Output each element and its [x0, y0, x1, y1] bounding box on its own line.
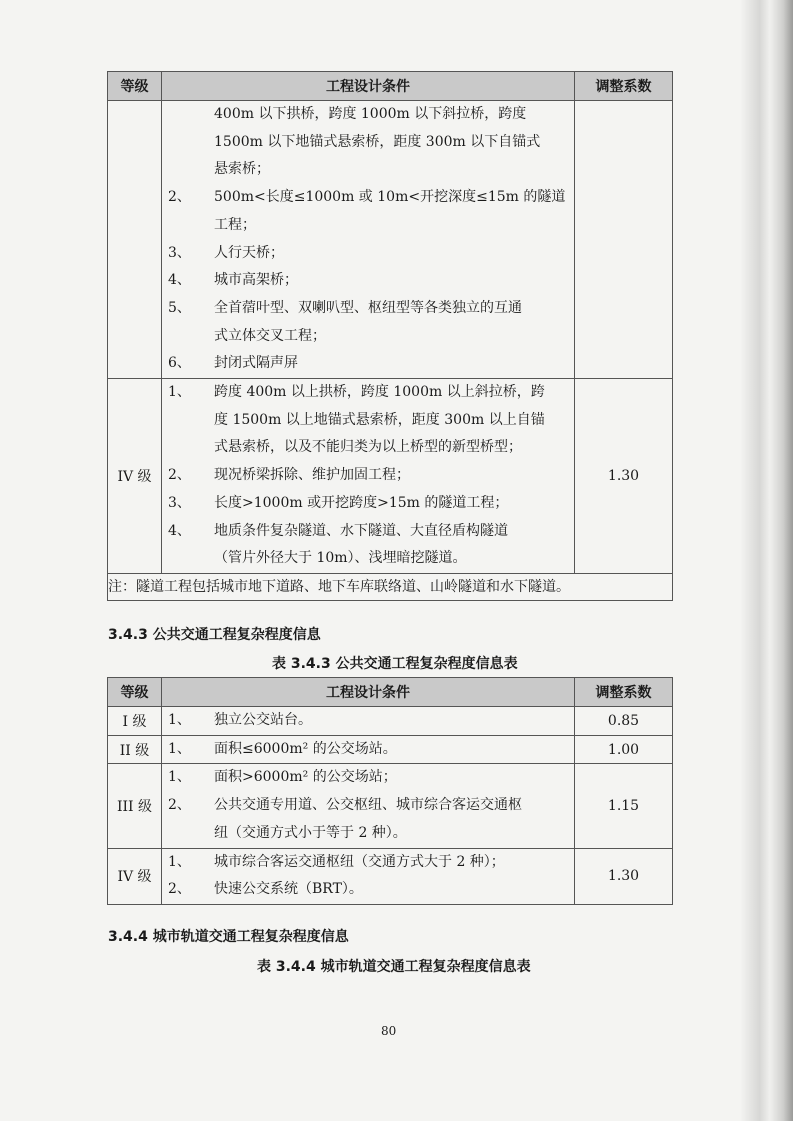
coefficient-cell: 1.15: [575, 764, 673, 848]
item-number: 2、: [168, 881, 191, 898]
table-title-344: 表 3.4.4 城市轨道交通工程复杂程度信息表: [257, 959, 531, 975]
table-note: 注：隧道工程包括城市地下道路、地下车库联络道、山岭隧道和水下隧道。: [108, 573, 673, 600]
condition-text: 公共交通专用道、公交枢纽、城市综合客运交通枢: [214, 797, 522, 814]
condition-text: 全首蓿叶型、双喇叭型、枢纽型等各类独立的互通: [214, 299, 522, 316]
header-coefficient: 调整系数: [575, 72, 673, 101]
grade-cell: II 级: [108, 735, 162, 764]
item-number: 1、: [168, 712, 191, 728]
condition-line: [162, 876, 574, 904]
condition-text: 500m<长度≤1000m 或 10m<开挖深度≤15m 的隧道: [214, 189, 566, 206]
coefficient-cell: 0.85: [575, 707, 673, 736]
item-number: 2、: [168, 797, 191, 814]
condition-line: [162, 267, 574, 295]
condition-line: [162, 707, 574, 735]
grade-cell: I 级: [108, 707, 162, 736]
coefficient-cell: [575, 101, 673, 379]
item-number: 1、: [168, 853, 191, 870]
item-number: [162, 820, 214, 848]
book-spine-edge: [760, 0, 793, 1121]
condition-text: 纽（交通方式小于等于 2 种）。: [214, 824, 407, 841]
coefficient-cell: 1.30: [575, 379, 673, 574]
header-condition: 工程设计条件: [162, 72, 575, 101]
condition-line: [162, 184, 574, 212]
condition-line: [162, 736, 574, 764]
condition-cell: [162, 848, 575, 904]
public-transport-complexity-table: [107, 677, 673, 905]
table-note-row: [108, 573, 673, 600]
condition-line: [162, 764, 574, 792]
coefficient-cell: 1.30: [575, 848, 673, 904]
condition-cell: [162, 707, 575, 736]
condition-text: 1500m 以下地锚式悬索桥，距度 300m 以下自锚式: [214, 133, 541, 150]
condition-line: [162, 462, 574, 490]
condition-text: 度 1500m 以上地锚式悬索桥，距度 300m 以上自锚: [214, 411, 545, 428]
grade-cell: IV 级: [108, 379, 162, 574]
condition-text: 城市高架桥；: [214, 272, 298, 289]
item-number: 2、: [168, 467, 191, 484]
header-grade: 等级: [108, 72, 162, 101]
item-number: 1、: [168, 740, 191, 757]
condition-line: [162, 849, 574, 877]
table-row: [108, 379, 673, 574]
table-row: [108, 101, 673, 379]
item-number: 3、: [168, 244, 191, 261]
table-row: [108, 735, 673, 764]
item-number: [162, 407, 214, 435]
header-condition: 工程设计条件: [162, 678, 575, 707]
condition-text: 面积≤6000m² 的公交场站。: [214, 740, 397, 757]
condition-line: [162, 101, 574, 129]
condition-line: [162, 407, 574, 435]
condition-text: 式立体交叉工程；: [214, 327, 326, 344]
item-number: 4、: [168, 522, 191, 539]
condition-text: 地质条件复杂隧道、水下隧道、大直径盾构隧道: [214, 522, 508, 539]
condition-text: 独立公交站台。: [214, 712, 312, 728]
condition-text: （管片外径大于 10m）、浅埋暗挖隧道。: [214, 550, 467, 567]
condition-text: 现况桥梁拆除、维护加固工程；: [214, 467, 410, 484]
condition-text: 人行天桥；: [214, 244, 284, 261]
condition-text: 式悬索桥，以及不能归类为以上桥型的新型桥型；: [214, 439, 522, 456]
condition-text: 工程；: [214, 216, 256, 233]
condition-line: [162, 212, 574, 240]
condition-line: [162, 156, 574, 184]
condition-cell: [162, 101, 575, 379]
table-header-row: [108, 678, 673, 707]
condition-text: 城市综合客运交通枢纽（交通方式大于 2 种）；: [214, 853, 505, 870]
item-number: [162, 129, 214, 157]
item-number: 3、: [168, 494, 191, 511]
item-number: [162, 156, 214, 184]
page-number: 80: [381, 1024, 397, 1038]
header-coefficient: 调整系数: [575, 678, 673, 707]
page-gutter-shadow: [740, 0, 760, 1121]
grade-cell: IV 级: [108, 848, 162, 904]
table-title-343: 表 3.4.3 公共交通工程复杂程度信息表: [272, 656, 518, 672]
condition-text: 面积>6000m² 的公交场站；: [214, 769, 397, 786]
table-row: [108, 764, 673, 848]
condition-line: [162, 323, 574, 351]
header-grade: 等级: [108, 678, 162, 707]
condition-line: [162, 434, 574, 462]
grade-cell: [108, 101, 162, 379]
condition-text: 快速公交系统（BRT）。: [214, 881, 363, 898]
condition-line: [162, 518, 574, 546]
item-number: 4、: [168, 272, 191, 289]
item-number: 1、: [168, 384, 191, 401]
condition-text: 长度>1000m 或开挖跨度>15m 的隧道工程；: [214, 494, 509, 511]
condition-cell: [162, 379, 575, 574]
condition-line: [162, 350, 574, 378]
condition-line: [162, 792, 574, 820]
condition-text: 跨度 400m 以上拱桥，跨度 1000m 以上斜拉桥，跨: [214, 384, 545, 401]
table-row: [108, 848, 673, 904]
condition-line: [162, 240, 574, 268]
item-number: [162, 101, 214, 129]
coefficient-cell: 1.00: [575, 735, 673, 764]
condition-line: [162, 820, 574, 848]
item-number: [162, 323, 214, 351]
condition-text: 封闭式隔声屏: [214, 355, 298, 372]
item-number: [162, 434, 214, 462]
item-number: 1、: [168, 769, 191, 786]
road-bridge-complexity-table: [107, 71, 673, 601]
section-heading-344: 3.4.4 城市轨道交通工程复杂程度信息: [108, 929, 349, 945]
condition-line: [162, 295, 574, 323]
condition-cell: [162, 735, 575, 764]
item-number: [162, 545, 214, 573]
item-number: 6、: [168, 355, 191, 372]
condition-line: [162, 379, 574, 407]
condition-cell: [162, 764, 575, 848]
condition-line: [162, 129, 574, 157]
condition-text: 400m 以下拱桥，跨度 1000m 以下斜拉桥，跨度: [214, 106, 527, 122]
condition-text: 悬索桥；: [214, 161, 270, 178]
section-heading-343: 3.4.3 公共交通工程复杂程度信息: [108, 627, 321, 643]
grade-cell: III 级: [108, 764, 162, 848]
item-number: 2、: [168, 189, 191, 206]
condition-line: [162, 490, 574, 518]
item-number: [162, 212, 214, 240]
table-row: [108, 707, 673, 736]
condition-line: [162, 545, 574, 573]
item-number: 5、: [168, 299, 191, 316]
table-header-row: [108, 72, 673, 101]
